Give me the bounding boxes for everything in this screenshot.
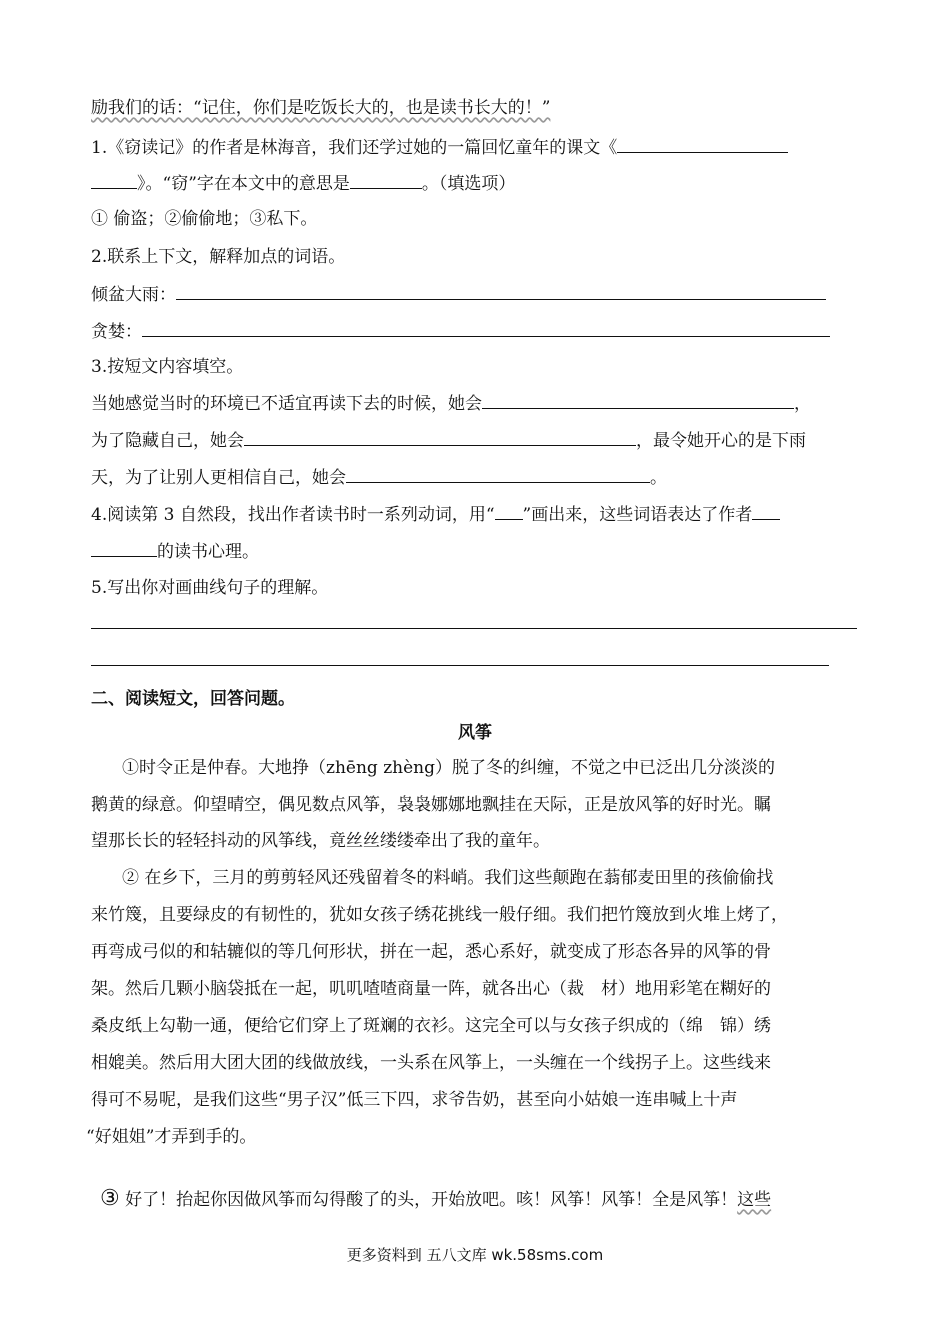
question-1-line-2 xyxy=(91,172,515,195)
answer-blank[interactable] xyxy=(244,429,636,446)
question-1-text: 。（填选项） xyxy=(421,174,516,194)
wavy-underlined-text: 励我们的话：“记住，你们是吃饭长大的，也是读书长大的！” xyxy=(91,98,551,118)
question-2: 2.联系上下文，解释加点的词语。 xyxy=(91,247,346,267)
wavy-underlined-text: 这些 xyxy=(737,1190,772,1210)
paragraph-2-line: 再弯成弓似的和轱辘似的等几何形状，拼在一起，悉心系好，就变成了形态各异的风筝的骨 xyxy=(91,942,771,962)
question-3-line-1 xyxy=(91,392,811,415)
question-3-line-3 xyxy=(91,466,667,489)
question-2-item-2 xyxy=(91,320,830,343)
question-3-text: 。 xyxy=(650,468,667,488)
question-3-text: 当她感觉当时的环境已不适宜再读下去的时候，她会 xyxy=(91,394,482,414)
section-heading: 二、阅读短文，回答问题。 xyxy=(91,689,295,709)
answer-blank[interactable] xyxy=(91,540,157,557)
answer-line[interactable] xyxy=(91,665,829,666)
paragraph-2-line: 相媲美。然后用大团大团的线做放线，一头系在风筝上，一头缠在一个线拐子上。这些线来 xyxy=(91,1053,771,1073)
answer-line[interactable] xyxy=(91,628,857,629)
question-1-text: 》。“窃”字在本文中的意思是 xyxy=(137,174,350,194)
paragraph-2-line: ② 在乡下，三月的剪剪轻风还残留着冬的料峭。我们这些颠跑在蓊郁麦田里的孩偷偷找 xyxy=(122,868,774,888)
question-2-label: 贪婪： xyxy=(91,322,142,342)
answer-blank[interactable] xyxy=(617,136,788,153)
question-3-line-2 xyxy=(91,429,806,452)
answer-blank[interactable] xyxy=(176,283,826,300)
passage-title: 风筝 xyxy=(458,723,492,743)
underline-sample xyxy=(495,503,523,520)
paragraph-2-line: “好姐姐”才弄到手的。 xyxy=(86,1127,257,1147)
paragraph-1-line: 鹅黄的绿意。仰望晴空，偶见数点风筝，袅袅娜娜地飘挂在天际，正是放风筝的好时光。瞩 xyxy=(91,795,771,815)
paragraph-3-text: 好了！抬起你因做风筝而勾得酸了的头，开始放吧。咳！风筝！风筝！全是风筝！ xyxy=(125,1190,738,1210)
question-3: 3.按短文内容填空。 xyxy=(91,357,244,377)
question-5: 5.写出你对画曲线句子的理解。 xyxy=(91,578,329,598)
question-1-options: ① 偷盗；②偷偷地；③私下。 xyxy=(91,209,318,229)
answer-blank[interactable] xyxy=(91,172,137,189)
question-1-text: 1.《窃读记》的作者是林海音，我们还学过她的一篇回忆童年的课文《 xyxy=(91,138,618,158)
answer-blank[interactable] xyxy=(752,503,780,520)
question-3-text: 为了隐藏自己，她会 xyxy=(91,431,244,451)
paragraph-3-line xyxy=(100,1188,771,1211)
question-1-line-1 xyxy=(91,136,788,159)
answer-blank[interactable] xyxy=(350,172,422,189)
paragraph-1-line: ①时令正是仲春。大地挣（zhēng zhèng）脱了冬的纠缠，不觉之中已泛出几分淡淡的 xyxy=(122,758,775,778)
question-4-text: ”画出来，这些词语表达了作者 xyxy=(522,505,753,525)
paragraph-2-line: 得可不易呢，是我们这些“男子汉”低三下四，求爷告奶，甚至向小姑娘一连串喊上十声 xyxy=(91,1090,738,1110)
footer: 更多资料到 五八文库 wk.58sms.com xyxy=(346,1246,604,1264)
question-2-label: 倾盆大雨： xyxy=(91,285,176,305)
answer-blank[interactable] xyxy=(482,392,794,409)
paragraph-1-line: 望那长长的轻轻抖动的风筝线，竟丝丝缕缕牵出了我的童年。 xyxy=(91,831,550,851)
answer-blank[interactable] xyxy=(142,320,830,337)
paragraph-2-line: 来竹篾，且要绿皮的有韧性的，犹如女孩子绣花挑线一般仔细。我们把竹篾放到火堆上烤了， xyxy=(91,905,788,925)
paragraph-2-line: 架。然后几颗小脑袋抵在一起，叽叽喳喳商量一阵，就各出心（裁 材）地用彩笔在糊好的 xyxy=(91,979,771,999)
paragraph-2-line: 桑皮纸上勾勒一通，便给它们穿上了斑斓的衣衫。这完全可以与女孩子织成的（绵 锦）绣 xyxy=(91,1016,771,1036)
question-3-text: ，最令她开心的是下雨 xyxy=(636,431,806,451)
paragraph-number: ③ xyxy=(100,1186,120,1211)
question-3-text: 天，为了让别人更相信自己，她会 xyxy=(91,468,346,488)
text-line xyxy=(91,97,550,119)
question-4-line-2 xyxy=(91,540,259,563)
question-4-text: 4.阅读第 3 自然段，找出作者读书时一系列动词，用“ xyxy=(91,505,495,525)
question-3-text: ， xyxy=(794,394,811,414)
question-4-text: 的读书心理。 xyxy=(157,542,259,562)
question-2-item-1 xyxy=(91,283,826,306)
answer-blank[interactable] xyxy=(346,466,650,483)
question-4-line-1 xyxy=(91,503,780,526)
